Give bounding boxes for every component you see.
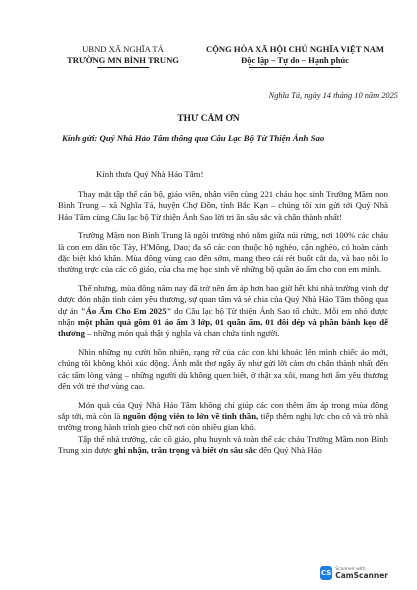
paragraph-text: do Câu lạc bộ Từ thiện Ánh Sao tổ chức. Mỗi em nhỏ được nhận [58, 305, 388, 328]
organization-header [48, 44, 198, 68]
scanner-name: CamScanner [335, 570, 388, 580]
recipient-line: Kính gửi: Quý Nhà Hảo Tâm thông qua Câu Lạc Bộ Từ Thiện Ánh Sao [62, 133, 325, 143]
scanner-caption: Scanned with [335, 566, 366, 572]
paragraph-text: Thay mặt tập thể cán bộ, giáo viên, nhân viên cùng 221 cháu học sinh Trường Mầm non Bình Trung – xã Nghĩa Tá, huyện Chợ Đồn, tỉnh Bắc Kạn – chúng tôi xin gửi tới Quý Nhà Hảo Tâm cùng Câu lạc bộ Từ thiện Ánh Sao lời tri ân sâu sắc và chân thành nhất! [58, 189, 388, 222]
paragraph-text: – những món quà thật ý nghĩa và chan chứa tình người. [84, 328, 280, 339]
paragraph-text: Món quà của Quý Nhà Hảo Tâm không chỉ giúp các con thêm ấm áp trong mùa đông sắp tới, mà còn là [58, 399, 388, 421]
body-paragraph [58, 189, 388, 223]
paragraph-text: đến Quý Nhà Hảo [256, 445, 322, 456]
body-paragraph [58, 283, 388, 340]
body-paragraph [58, 434, 388, 457]
org-school-name: TRƯỜNG MN BÌNH TRUNG [67, 55, 179, 65]
body-paragraph [58, 400, 388, 434]
national-motto: Độc lập – Tự do – Hạnh phúc [241, 55, 349, 65]
org-underline [97, 67, 149, 68]
paragraph-text: Nhìn những nụ cười hồn nhiên, rạng rỡ của các con khi khoác lên mình chiếc áo mới, chúng tôi không khỏi xúc động. Ánh mắt thơ ngây ấy như gửi lời cảm ơn chân thành nhất đến các tấm lòng vàng – những người dù không quen biết, ở thật xa xôi, mang hơi ấm yêu thương đến với trẻ thơ vùng cao. [58, 346, 388, 392]
emphasized-text: một phần quà gồm 01 áo ấm 3 lớp, 01 quần ấm, 01 đôi dép và phần bánh kẹo dễ thương [58, 317, 388, 339]
emphasized-text: ghi nhận, trân trọng và biết ơn sâu sắc [114, 445, 257, 456]
camscanner-logo-icon: CS [320, 566, 332, 580]
greeting: Kính thưa Quý Nhà Hảo Tâm! [96, 169, 204, 179]
emphasized-text: "Áo Ấm Cho Em 2025" [80, 305, 172, 316]
emphasized-text: nguồn động viên to lớn về tinh thần, [122, 410, 259, 421]
national-title: CỘNG HÒA XÃ HỘI CHỦ NGHĨA VIỆT NAM [205, 44, 385, 54]
org-parent-name: UBND XÃ NGHĨA TÁ [82, 44, 164, 54]
date-line: Nghĩa Tá, ngày 14 tháng 10 năm 2025 [268, 91, 398, 100]
letter-body [58, 189, 388, 464]
scanner-badge [320, 566, 388, 580]
body-paragraph [58, 230, 388, 276]
letter-title: THƯ CẢM ƠN [177, 114, 240, 124]
paragraph-text: Thế nhưng, mùa đông năm nay đã trở nên ấm áp hơn bao giờ hết khi nhà trường vinh dự được đón nhận tình cảm yêu thương, sự quan tâm và sẻ chia của Quý Nhà Hảo Tâm thông qua dự án [58, 282, 388, 316]
motto-underline [249, 67, 341, 68]
paragraph-text: tiếp thêm nghị lực cho cô và trò nhà trường trong hành trình gieo chữ nơi còn nhiều gian khó. [58, 410, 388, 433]
paragraph-text: Trường Mầm non Bình Trung là ngôi trường nhỏ nằm giữa núi rừng, nơi 100% các cháu là con em dân tộc Tày, H'Mông, Dao; đa số các con thuộc hộ nghèo, cận nghèo, có hoàn cảnh đặc biệt khó khăn. Mùa đông vùng cao đến sớm, mang theo cái rét buốt cắt da, và bao nỗi lo thường trực của các cô giáo, của cha mẹ học sinh về những bộ quần áo ấm cho con em mình. [58, 230, 388, 275]
national-header [200, 44, 390, 68]
body-paragraph [58, 347, 388, 393]
paragraph-text: Tập thể nhà trường, các cô giáo, phụ huynh và toàn thể các cháu Trường Mầm non Bình Trung xin được [58, 433, 388, 456]
